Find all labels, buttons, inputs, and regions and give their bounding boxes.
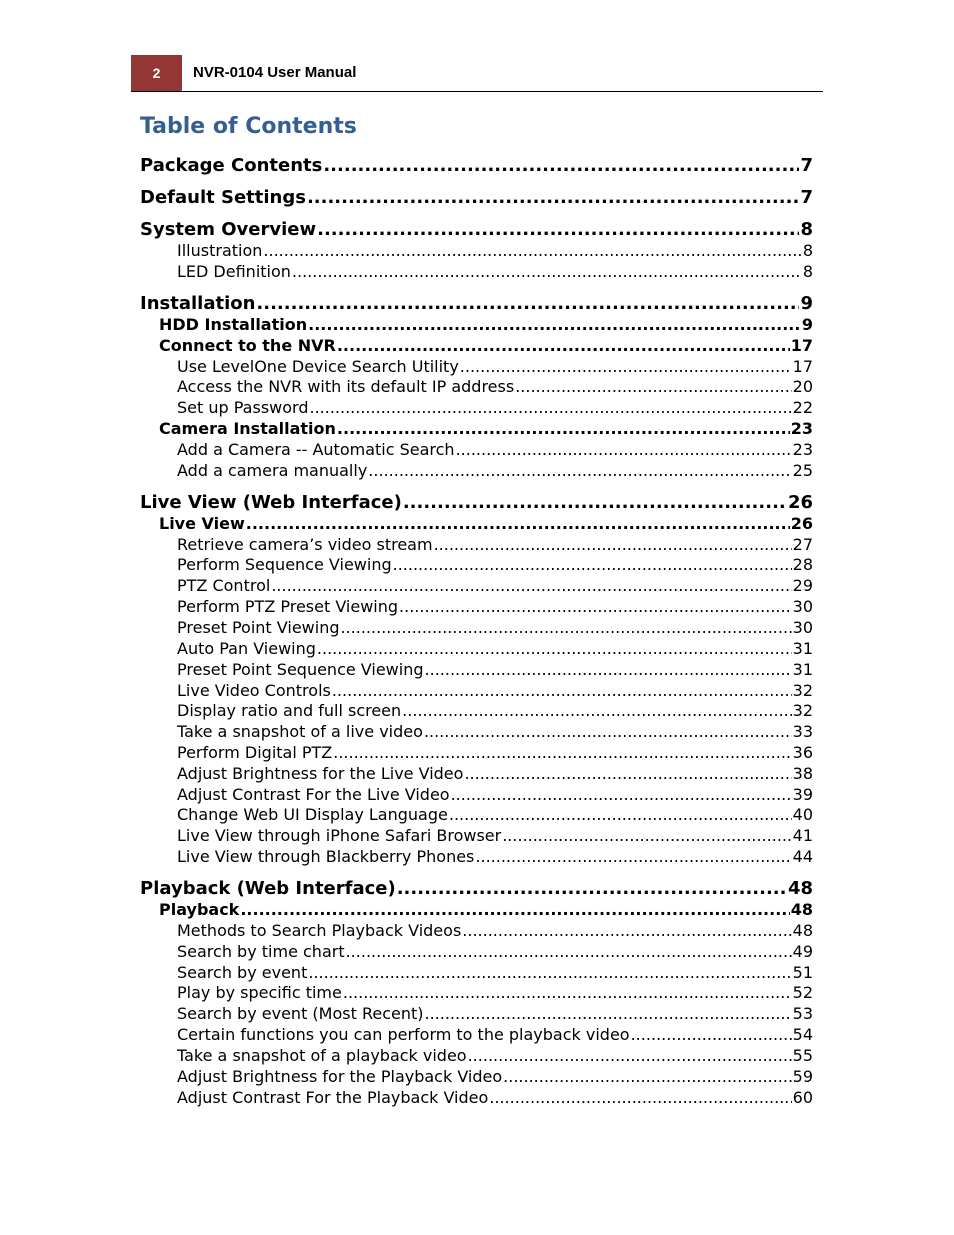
- toc-entry-page: 26: [790, 514, 813, 533]
- dot-leader: [464, 764, 791, 784]
- toc-entry[interactable]: [177, 1088, 813, 1108]
- toc-entry-page: 60: [792, 1088, 813, 1107]
- toc-entry-page: 27: [792, 535, 813, 554]
- toc-entry[interactable]: [177, 1025, 813, 1045]
- toc-entry-title: Adjust Contrast For the Playback Video: [177, 1088, 489, 1107]
- toc-entry-page: 48: [787, 878, 813, 899]
- dot-leader: [515, 377, 791, 397]
- toc-entry-page: 30: [792, 618, 813, 637]
- toc-entry-page: 20: [792, 377, 813, 396]
- toc-entry[interactable]: [177, 555, 813, 575]
- toc-entry-title: Illustration: [177, 241, 263, 260]
- toc-entry[interactable]: [177, 618, 813, 638]
- toc-entry-title: Set up Password: [177, 398, 309, 417]
- toc-entry[interactable]: [177, 241, 813, 261]
- toc-entry-page: 7: [800, 187, 813, 208]
- toc-heading: Table of Contents: [140, 114, 357, 139]
- dot-leader: [317, 639, 792, 659]
- toc-entry[interactable]: [177, 1004, 813, 1024]
- toc-entry-page: 48: [792, 921, 813, 940]
- dot-leader: [308, 963, 791, 983]
- toc-entry-page: 40: [792, 805, 813, 824]
- dot-leader: [397, 878, 787, 900]
- dot-leader: [368, 461, 791, 481]
- toc-entry-title: Search by event: [177, 963, 308, 982]
- toc-entry-title: Play by specific time: [177, 983, 342, 1002]
- toc-entry[interactable]: [177, 660, 813, 680]
- toc-entry-page: 31: [792, 660, 813, 679]
- toc-entry[interactable]: [177, 262, 813, 282]
- toc-entry-page: 28: [792, 555, 813, 574]
- toc-entry[interactable]: [159, 336, 813, 356]
- toc-entry-title: Take a snapshot of a playback video: [177, 1046, 467, 1065]
- dot-leader: [403, 492, 787, 514]
- dot-leader: [292, 262, 802, 282]
- dot-leader: [399, 597, 792, 617]
- toc-entry[interactable]: [159, 514, 813, 534]
- toc-entry[interactable]: [177, 764, 813, 784]
- toc-entry-title: LED Definition: [177, 262, 291, 281]
- toc-entry[interactable]: [177, 983, 813, 1003]
- toc-entry-page: 9: [801, 315, 813, 334]
- toc-entry-page: 39: [792, 785, 813, 804]
- toc-entry[interactable]: [177, 398, 813, 418]
- toc-entry[interactable]: [177, 722, 813, 742]
- dot-leader: [307, 187, 800, 209]
- toc-entry[interactable]: [177, 535, 813, 555]
- toc-entry-title: Use LevelOne Device Search Utility: [177, 357, 459, 376]
- document-title: NVR-0104 User Manual: [193, 64, 357, 81]
- toc-entry-page: 51: [792, 963, 813, 982]
- toc-entry-page: 41: [792, 826, 813, 845]
- toc-entry-title: Preset Point Sequence Viewing: [177, 660, 424, 679]
- toc-entry[interactable]: [177, 701, 813, 721]
- toc-entry[interactable]: [177, 1067, 813, 1087]
- dot-leader: [343, 983, 792, 1003]
- toc-entry-title: Connect to the NVR: [159, 336, 336, 355]
- toc-entry-page: 30: [792, 597, 813, 616]
- toc-entry[interactable]: [140, 293, 813, 315]
- toc-entry[interactable]: [159, 419, 813, 439]
- toc-entry-title: HDD Installation: [159, 315, 308, 334]
- toc-entry[interactable]: [159, 315, 813, 335]
- toc-entry-title: Playback: [159, 900, 240, 919]
- dot-leader: [337, 419, 790, 439]
- dot-leader: [631, 1025, 792, 1045]
- toc-entry-title: Search by event (Most Recent): [177, 1004, 424, 1023]
- dot-leader: [503, 1067, 791, 1087]
- toc-entry-title: PTZ Control: [177, 576, 271, 595]
- toc-entry-title: Playback (Web Interface): [140, 878, 396, 899]
- toc-entry-title: Display ratio and full screen: [177, 701, 402, 720]
- toc-entry-title: Certain functions you can perform to the playback video: [177, 1025, 630, 1044]
- toc-entry[interactable]: [177, 440, 813, 460]
- toc-entry-title: Add a Camera -- Automatic Search: [177, 440, 455, 459]
- toc-entry[interactable]: [177, 847, 813, 867]
- dot-leader: [460, 357, 792, 377]
- toc-entry-page: 17: [792, 357, 813, 376]
- toc-entry-page: 31: [792, 639, 813, 658]
- dot-leader: [256, 293, 799, 315]
- toc-entry-page: 8: [802, 241, 813, 260]
- toc-entry-page: 32: [792, 701, 813, 720]
- toc-entry-title: Live View through Blackberry Phones: [177, 847, 475, 866]
- toc-entry-title: Access the NVR with its default IP address: [177, 377, 515, 396]
- dot-leader: [425, 660, 792, 680]
- toc-entry[interactable]: [159, 900, 813, 920]
- dot-leader: [402, 701, 791, 721]
- page-number-badge: 2: [131, 55, 182, 91]
- toc-entry-title: Preset Point Viewing: [177, 618, 340, 637]
- toc-entry-title: Perform Sequence Viewing: [177, 555, 392, 574]
- dot-leader: [449, 805, 792, 825]
- toc-entry-page: 59: [792, 1067, 813, 1086]
- dot-leader: [434, 535, 792, 555]
- dot-leader: [333, 743, 791, 763]
- toc-entry-page: 49: [792, 942, 813, 961]
- dot-leader: [393, 555, 792, 575]
- toc-entry-title: Auto Pan Viewing: [177, 639, 316, 658]
- toc-entry-page: 44: [792, 847, 813, 866]
- toc-entry-page: 9: [800, 293, 813, 314]
- toc-entry[interactable]: [177, 785, 813, 805]
- toc-entry[interactable]: [140, 155, 813, 177]
- toc-entry-title: Take a snapshot of a live video: [177, 722, 423, 741]
- toc-entry[interactable]: [177, 681, 813, 701]
- toc-entry[interactable]: [177, 805, 813, 825]
- toc-entry-page: 29: [792, 576, 813, 595]
- toc-entry-page: 33: [792, 722, 813, 741]
- toc-entry[interactable]: [177, 963, 813, 983]
- dot-leader: [424, 722, 792, 742]
- dot-leader: [341, 618, 792, 638]
- toc-entry-title: Package Contents: [140, 155, 323, 176]
- dot-leader: [462, 921, 791, 941]
- toc-entry[interactable]: [177, 639, 813, 659]
- dot-leader: [346, 942, 792, 962]
- dot-leader: [502, 826, 791, 846]
- toc-entry-page: 26: [787, 492, 813, 513]
- toc-entry-page: 23: [792, 440, 813, 459]
- toc-entry[interactable]: [177, 921, 813, 941]
- toc-entry-title: Live View through iPhone Safari Browser: [177, 826, 502, 845]
- dot-leader: [309, 398, 791, 418]
- toc-entry-page: 7: [800, 155, 813, 176]
- toc-entry-title: Live View (Web Interface): [140, 492, 402, 513]
- toc-entry-page: 55: [792, 1046, 813, 1065]
- toc-entry[interactable]: [177, 942, 813, 962]
- dot-leader: [456, 440, 792, 460]
- toc-entry-title: Camera Installation: [159, 419, 336, 438]
- toc-entry-title: Retrieve camera’s video stream: [177, 535, 433, 554]
- toc-entry[interactable]: [140, 492, 813, 514]
- toc-entry[interactable]: [140, 219, 813, 241]
- toc-entry-page: 52: [792, 983, 813, 1002]
- toc-entry-title: Adjust Brightness for the Playback Video: [177, 1067, 503, 1086]
- dot-leader: [475, 847, 791, 867]
- dot-leader: [425, 1004, 792, 1024]
- toc-entry-page: 32: [792, 681, 813, 700]
- toc-entry-page: 17: [790, 336, 813, 355]
- dot-leader: [271, 576, 791, 596]
- toc-entry-title: Perform PTZ Preset Viewing: [177, 597, 399, 616]
- toc-entry[interactable]: [177, 597, 813, 617]
- dot-leader: [240, 900, 789, 920]
- toc-entry-title: Live View: [159, 514, 245, 533]
- dot-leader: [489, 1088, 791, 1108]
- dot-leader: [451, 785, 792, 805]
- toc-entry-title: Add a camera manually: [177, 461, 368, 480]
- toc-entry-title: Search by time chart: [177, 942, 345, 961]
- dot-leader: [317, 219, 799, 241]
- toc-entry-title: Adjust Brightness for the Live Video: [177, 764, 464, 783]
- toc-entry-title: Change Web UI Display Language: [177, 805, 448, 824]
- toc-entry-title: Live Video Controls: [177, 681, 331, 700]
- toc-entry-page: 8: [800, 219, 813, 240]
- toc-entry-page: 23: [790, 419, 813, 438]
- dot-leader: [308, 315, 801, 335]
- dot-leader: [246, 514, 790, 534]
- toc-entry-page: 22: [792, 398, 813, 417]
- toc-entry-page: 8: [802, 262, 813, 281]
- page-header: [131, 55, 823, 92]
- dot-leader: [468, 1046, 792, 1066]
- toc-entry-title: Installation: [140, 293, 256, 314]
- toc-entry-page: 48: [790, 900, 813, 919]
- toc-entry-page: 25: [792, 461, 813, 480]
- dot-leader: [337, 336, 790, 356]
- toc-entry[interactable]: [177, 576, 813, 596]
- dot-leader: [332, 681, 792, 701]
- toc-entry-title: System Overview: [140, 219, 317, 240]
- toc-entry[interactable]: [177, 1046, 813, 1066]
- toc-entry-page: 54: [792, 1025, 813, 1044]
- toc-entry[interactable]: [140, 187, 813, 209]
- toc-entry[interactable]: [177, 357, 813, 377]
- toc-entry-title: Perform Digital PTZ: [177, 743, 333, 762]
- toc-entry[interactable]: [140, 878, 813, 900]
- toc-entry-title: Adjust Contrast For the Live Video: [177, 785, 450, 804]
- toc-entry[interactable]: [177, 377, 813, 397]
- dot-leader: [323, 155, 799, 177]
- toc-entry-page: 38: [792, 764, 813, 783]
- toc-entry[interactable]: [177, 826, 813, 846]
- toc-entry-title: Methods to Search Playback Videos: [177, 921, 462, 940]
- toc-entry[interactable]: [177, 743, 813, 763]
- toc-entry-page: 36: [792, 743, 813, 762]
- dot-leader: [263, 241, 801, 261]
- toc-entry-page: 53: [792, 1004, 813, 1023]
- toc-entry-title: Default Settings: [140, 187, 306, 208]
- toc-entry[interactable]: [177, 461, 813, 481]
